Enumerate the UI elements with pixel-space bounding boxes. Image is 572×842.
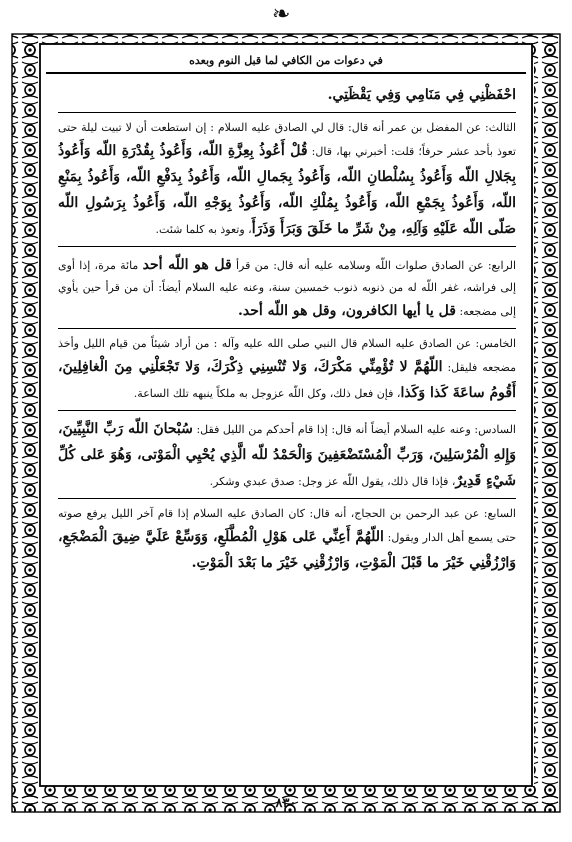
narration-text: : عن الصادق صلوات اللّه وسلامه عليه أنه قال: من قرأ bbox=[231, 259, 492, 272]
supplication-text: سُبْحانَ اللّه رَبِّ النَّبِيِّينَ، وَإِلهِ الْمُرْسَلِينَ، وَرَبِّ الْمُسْتَضْعَفِينَ وَالْحَمْدُ للّه الَّذِي يُحْيِي الْمَوْتى، وَهُوَ عَلى كُلِّ شَيْءٍ قَدِيرٌ bbox=[58, 421, 516, 489]
paragraph-p0 bbox=[58, 82, 516, 108]
supplication-text: اللّهُمَّ أَعِنِّي عَلى هَوْلِ الْمُطَّلَعِ، وَوَسِّعْ عَلَيَّ ضِيقَ الْمَضْجَعِ، وَارْزُقْنِي خَيْرَ ما قَبْلَ الْمَوْتِ، وَارْزُقْنِي خَيْرَ ما بَعْدَ الْمَوْتِ. bbox=[58, 529, 516, 571]
supplication-text: اللّهُمَّ لا تُؤْمِنِّي مَكْرَكَ، وَلا تُنْسِنِي ذِكْرَكَ، وَلا تَجْعَلْنِي مِنَ الْغافِلِينَ، أَقُومُ ساعَةَ كَذا وَكَذا bbox=[58, 359, 516, 401]
section-label: السابع bbox=[487, 507, 516, 520]
section-label: السادس bbox=[478, 423, 516, 436]
narration-text: ، وتعوذ به كلما شئت. bbox=[155, 223, 252, 236]
running-header: في دعوات من الكافي لما قبل النوم وبعده bbox=[189, 54, 383, 67]
page-number: ٨٣٠ bbox=[275, 796, 297, 811]
section-label: الثالث bbox=[488, 121, 516, 134]
section-label: الخامس bbox=[479, 337, 516, 350]
section-separator bbox=[58, 410, 516, 411]
narration-text: : عن المفضل بن عمر أنه قال: قال لي الصادق عليه السلام : إن استطعت أن لا تبيت ليلة حتى تعوذ بأحد عشر حرفاً؛ قلت: أخبرني بها، قال: bbox=[58, 121, 516, 158]
supplication-text: قل هو اللّه أحد bbox=[142, 257, 232, 273]
section-separator bbox=[58, 328, 516, 329]
section-separator bbox=[58, 498, 516, 499]
supplication-text: احْفَظْنِي فِي مَنَامِي وَفِي يَقْظَتِي. bbox=[327, 87, 516, 103]
narration-text: مائة مرة، إذا أوى إلى فراشه، غفر اللّه له من ذنوبه ذنوب خمسين سنة، وعنه عليه السلام أيضاً: أن من قرأ حين يأوي إلى مضجعه: bbox=[58, 259, 516, 318]
paragraph-p5 bbox=[58, 504, 516, 576]
paragraph-p1 bbox=[58, 118, 516, 242]
section-label: الرابع bbox=[491, 259, 516, 272]
paragraph-p3 bbox=[58, 334, 516, 406]
narration-text: : عن عبد الرحمن بن الحجاج، أنه قال: كان الصادق عليه السلام إذا قام آخر الليل يرفع صوته حتى يسمع أهل الدار ويقول: bbox=[58, 507, 516, 544]
supplication-text: قُلْ أَعُوذُ بِعِزَّةِ اللّه، وَأَعُوذُ بِقُدْرَةِ اللّه وَأَعُوذُ بِجَلالِ اللّه وَأَعُوذُ بِسُلْطانِ اللّه، وَأَعُوذُ بِجَمالِ اللّه، وَأَعُوذُ بِدَفْعِ اللّه، وَأَعُوذُ بِمَنْعِ اللّه، وَأَعُوذُ بِجَمْعِ اللّه، وَأَعُوذُ بِمُلْكِ اللّه، وَأَعُوذُ بِوَجْهِ اللّه، وَأَعُوذُ بِرَسُولِ اللّه صَلّى اللّه عَلَيْهِ وَآلِهِ، مِنْ شَرِّ ما خَلَقَ وَبَرَأَ وَذَرَأَ bbox=[58, 143, 516, 237]
section-separator bbox=[58, 246, 516, 247]
narration-text: : عن الصادق عليه السلام قال النبي صلى الله عليه وآله : من أراد شيئاً من قيام الليل وأخذ مضجعه فليقل: bbox=[58, 337, 516, 374]
page-body bbox=[58, 82, 516, 772]
header-rule bbox=[46, 72, 526, 74]
narration-text: ، فإن فعل ذلك، وكل اللّه عزوجل به ملكاً ينبهه تلك الساعة. bbox=[133, 387, 401, 400]
supplication-text: قل يا أيها الكافرون، وقل هو اللّه أحد. bbox=[238, 303, 456, 319]
narration-text: ، فإذا قال ذلك، يقول اللّه عز وجل: صدق عبدي وشكر. bbox=[209, 475, 456, 488]
paragraph-p2 bbox=[58, 252, 516, 324]
top-ornament-icon: ❧ bbox=[272, 2, 291, 27]
section-separator bbox=[58, 112, 516, 113]
narration-text: : وعنه عليه السلام أيضاً أنه قال: إذا قام أحدكم من الليل فقل: bbox=[192, 423, 479, 436]
paragraph-p4 bbox=[58, 416, 516, 494]
